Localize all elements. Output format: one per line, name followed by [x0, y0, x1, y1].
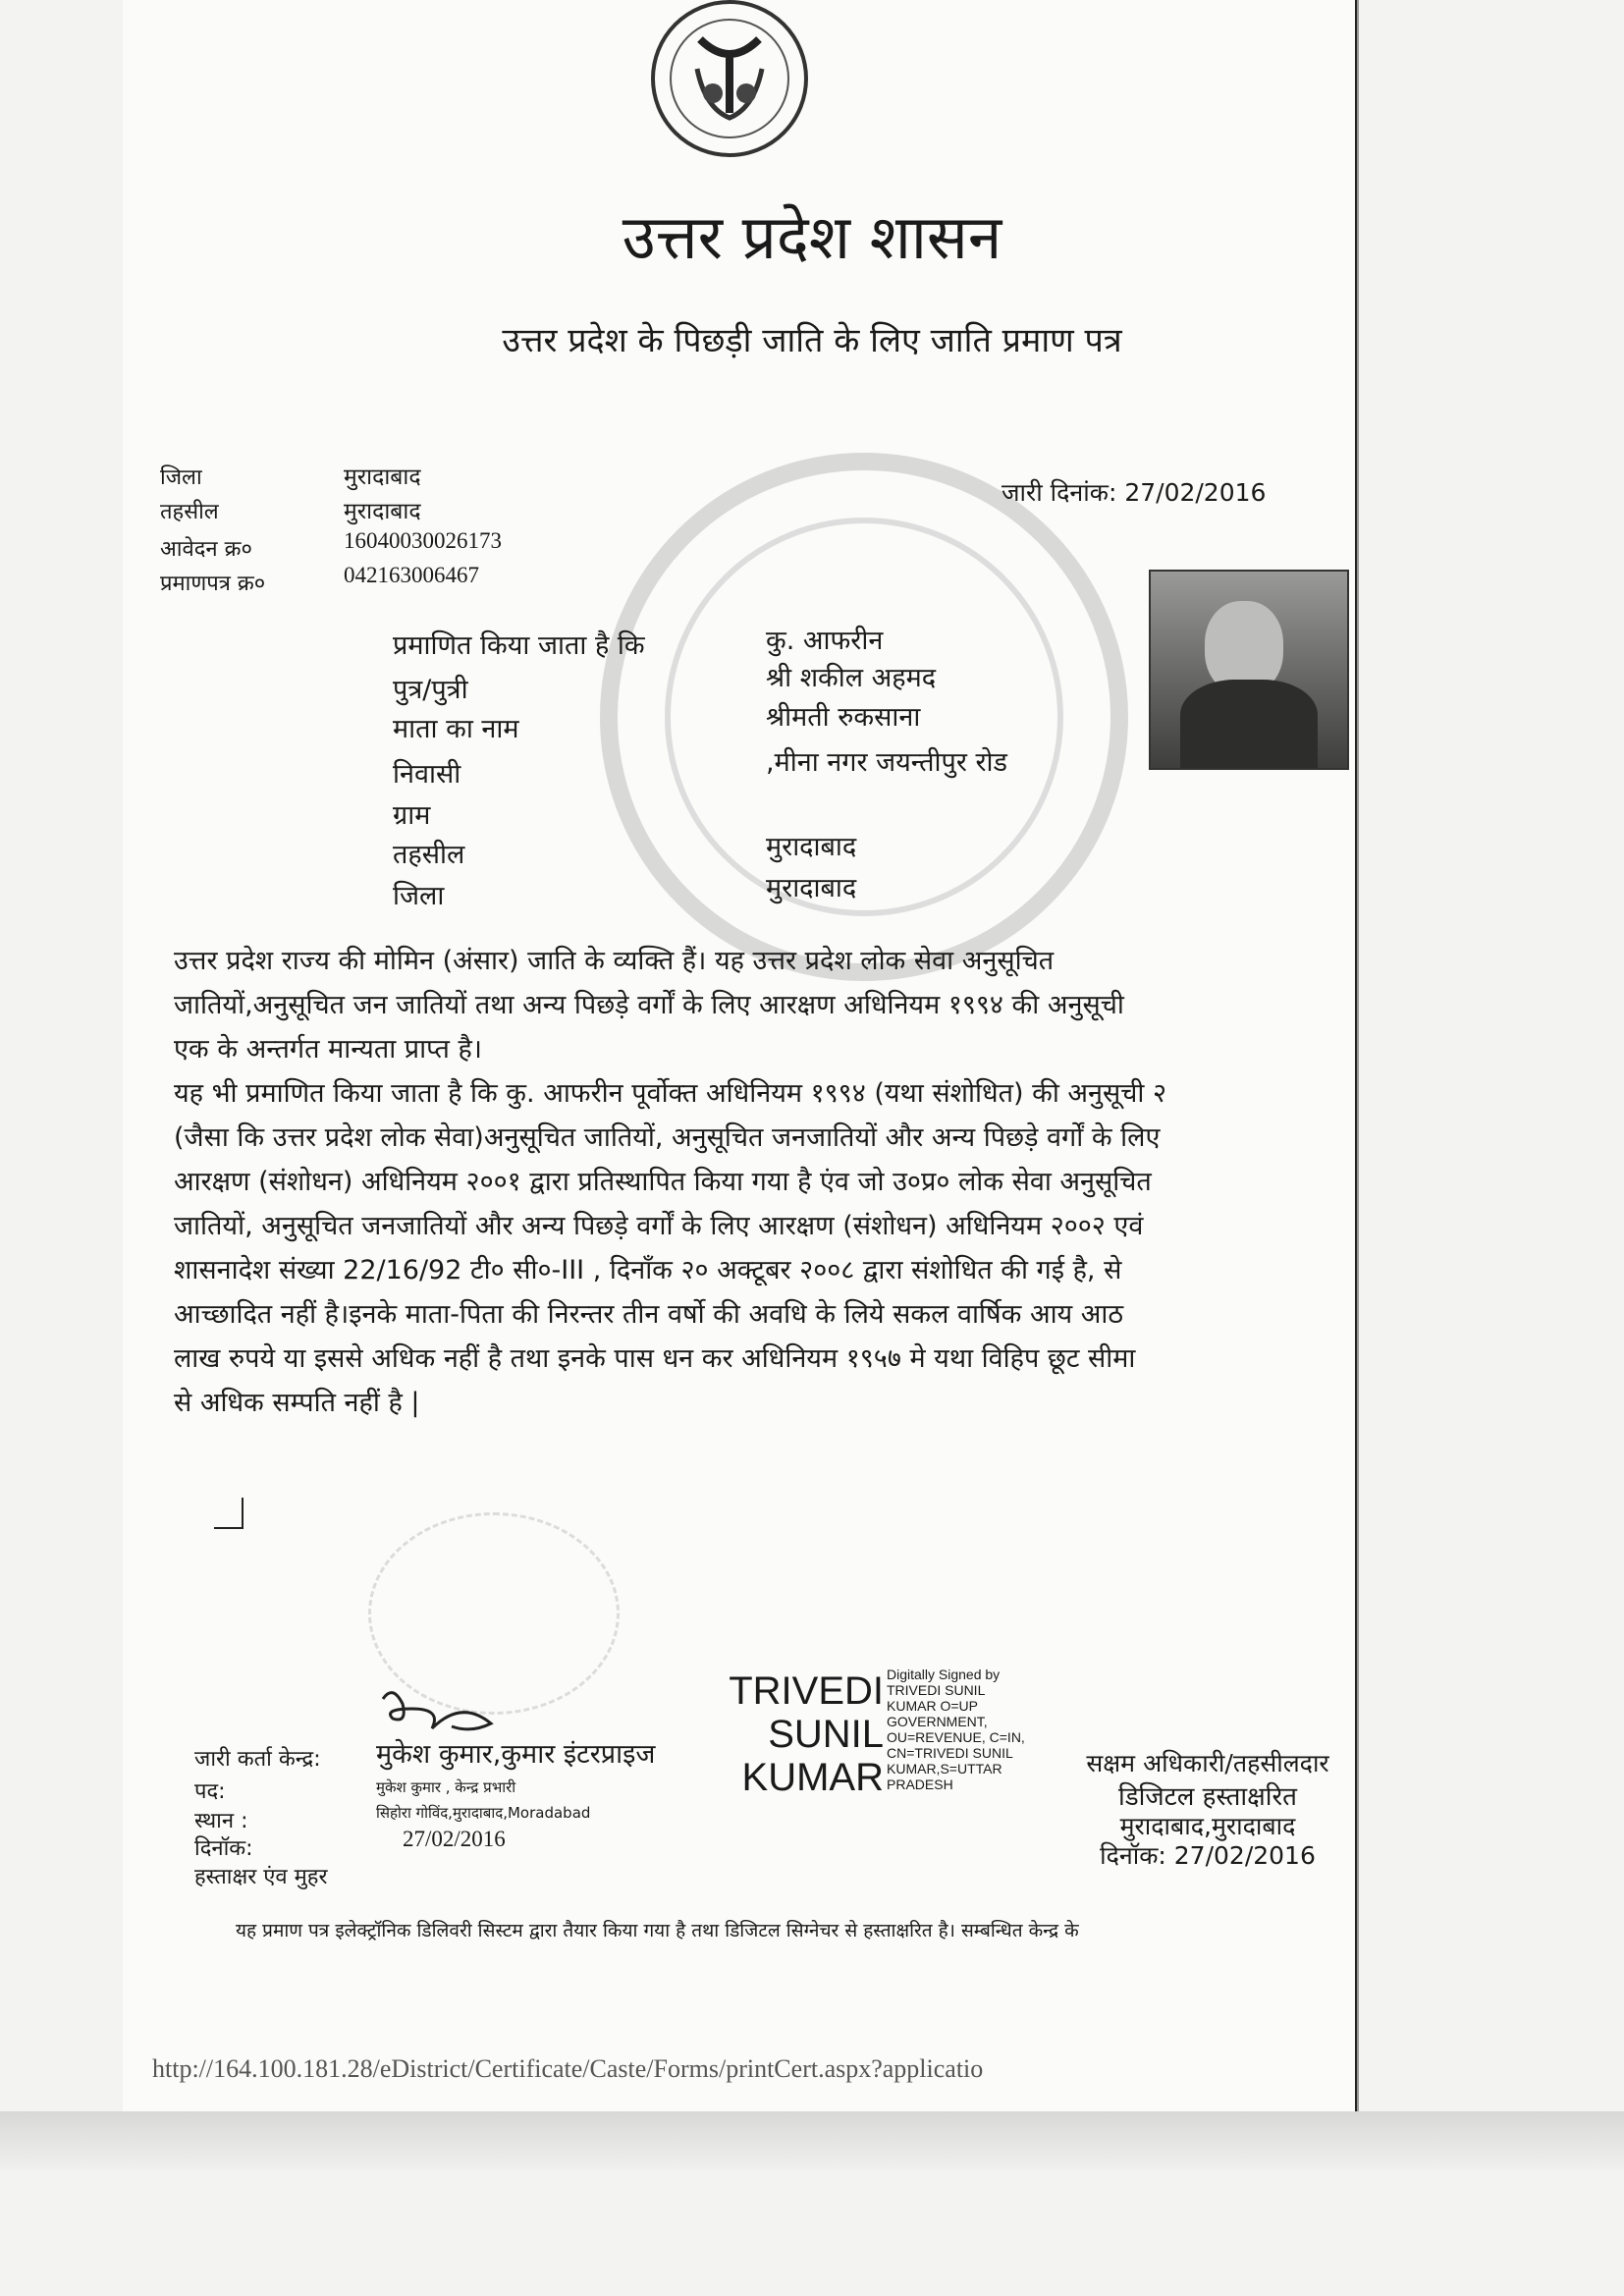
certificate-no-value: 042163006467	[344, 563, 479, 587]
sig-detail: KUMAR,S=UTTAR	[887, 1761, 1002, 1777]
certified-name: कु. आफरीन	[766, 626, 884, 656]
issuer-place-label: स्थान :	[194, 1809, 248, 1833]
body-line: जातियों,अनुसूचित जन जातियों तथा अन्य पिछड़े वर्गों के लिए आरक्षण अधिनियम १९९४ की अनुसूची	[174, 990, 1124, 1020]
authority-digital: डिजिटल हस्ताक्षरित	[1118, 1782, 1297, 1812]
sig-detail: KUMAR O=UP	[887, 1698, 978, 1714]
son-daughter-label: पुत्र/पुत्री	[393, 675, 468, 705]
certificate-no-label: प्रमाणपत्र क्र०	[160, 572, 266, 596]
sig-detail: Digitally Signed by	[887, 1667, 1001, 1682]
sig-detail: GOVERNMENT,	[887, 1714, 988, 1729]
issue-date: जारी दिनांक: 27/02/2016	[1001, 478, 1267, 507]
applicant-photo	[1149, 570, 1349, 770]
certificate-body	[174, 939, 1352, 1425]
up-government-emblem	[646, 0, 813, 167]
issuer-post-value: मुकेश कुमार , केन्द्र प्रभारी	[376, 1778, 516, 1796]
issuer-place-value: सिहोरा गोविंद,मुरादाबाद,Moradabad	[376, 1804, 591, 1822]
body-line: आच्छादित नहीं है।इनके माता-पिता की निरन्तर तीन वर्षो की अवधि के लिये सकल वार्षिक आय आठ	[174, 1299, 1124, 1330]
mother-label: माता का नाम	[393, 714, 519, 744]
body-line: आरक्षण (संशोधन) अधिनियम २००१ द्वारा प्रतिस्थापित किया गया है एंव जो उ०प्र० लोक सेवा अनुसूचित	[174, 1167, 1152, 1197]
print-url: http://164.100.181.28/eDistrict/Certificate/Caste/Forms/printCert.aspx?applicatio	[152, 2054, 984, 2083]
application-no-label: आवेदन क्र०	[160, 537, 252, 562]
body-line: जातियों, अनुसूचित जनजातियों और अन्य पिछड़े वर्गों के लिए आरक्षण (संशोधन) अधिनियम २००२ एवं	[174, 1211, 1144, 1241]
resident-value: ,मीना नगर जयन्तीपुर रोड	[766, 747, 1007, 778]
field-district-value: मुरादाबाद	[766, 873, 857, 903]
sig-detail: PRADESH	[887, 1777, 953, 1792]
tehsil-value: मुरादाबाद	[344, 499, 421, 524]
father-name: श्री शकील अहमद	[766, 663, 937, 693]
field-tehsil-value: मुरादाबाद	[766, 832, 857, 862]
village-label: ग्राम	[393, 800, 431, 831]
field-tehsil-label: तहसील	[393, 840, 465, 870]
body-line: एक के अन्तर्गत मान्यता प्राप्त है।	[174, 1034, 483, 1065]
authority-place: मुरादाबाद,मुरादाबाद	[1119, 1812, 1296, 1840]
issuer-date-label: दिनॉक:	[194, 1836, 253, 1861]
digital-signer-name-1: TRIVEDI	[729, 1669, 884, 1713]
sig-detail: OU=REVENUE, C=IN,	[887, 1729, 1025, 1745]
tehsil-label: तहसील	[160, 500, 219, 524]
body-line: शासनादेश संख्या 22/16/92 टी० सी०-III , दिनाँक २० अक्टूबर २००८ द्वारा संशोधित की गई है, से	[174, 1255, 1122, 1285]
issuer-sign-label: हस्ताक्षर एंव मुहर	[194, 1865, 328, 1889]
certificate-subtitle: उत्तर प्रदेश के पिछड़ी जाति के लिए जाति प्रमाण पत्र	[502, 321, 1122, 360]
body-line: उत्तर प्रदेश राज्य की मोमिन (अंसार) जाति के व्यक्ति हैं। यह उत्तर प्रदेश लोक सेवा अनुसूचित	[174, 946, 1055, 976]
district-value: मुरादाबाद	[344, 465, 421, 490]
application-no-value: 16040030026173	[344, 528, 502, 553]
body-line: (जैसा कि उत्तर प्रदेश लोक सेवा)अनुसूचित जातियों, अनुसूचित जनजातियों और अन्य पिछड़े वर्गों के लिए	[174, 1122, 1161, 1153]
field-district-label: जिला	[393, 881, 445, 911]
issuer-post-label: पद:	[194, 1779, 226, 1804]
authority-date: दिनॉक: 27/02/2016	[1100, 1841, 1316, 1870]
authority-title: सक्षम अधिकारी/तहसीलदार	[1086, 1749, 1329, 1777]
issuer-center-value: मुकेश कुमार,कुमार इंटरप्राइज	[376, 1739, 656, 1770]
corner-mark	[214, 1498, 244, 1529]
body-line: से अधिक सम्पति नहीं है |	[174, 1388, 420, 1418]
mother-name: श्रीमती रुकसाना	[766, 702, 921, 733]
issuer-date-value: 27/02/2016	[403, 1827, 506, 1851]
certified-label: प्रमाणित किया जाता है कि	[393, 630, 645, 661]
digital-signer-name-2: SUNIL	[768, 1713, 884, 1756]
sig-detail: TRIVEDI SUNIL	[887, 1682, 986, 1698]
issuer-center-label: जारी कर्ता केन्द्र:	[194, 1747, 321, 1772]
resident-label: निवासी	[393, 759, 461, 790]
district-label: जिला	[160, 465, 202, 490]
page-title: उत्तर प्रदेश शासन	[622, 201, 1002, 273]
footer-note: यह प्रमाण पत्र इलेक्ट्रॉनिक डिलिवरी सिस्टम द्वारा तैयार किया गया है तथा डिजिटल सिग्नेचर से हस्ताक्षरित है। सम्बन्धित केन्द्र के	[236, 1920, 1079, 1941]
digital-signer-name-3: KUMAR	[741, 1756, 884, 1799]
digital-signature-details	[887, 1667, 1025, 1792]
sig-detail: CN=TRIVEDI SUNIL	[887, 1745, 1013, 1761]
scan-shadow	[0, 2111, 1624, 2170]
body-line: यह भी प्रमाणित किया जाता है कि कु. आफरीन पूर्वोक्त अधिनियम १९९४ (यथा संशोधित) की अनुसूची २	[174, 1078, 1167, 1109]
body-line: लाख रुपये या इससे अधिक नहीं है तथा इनके पास धन कर अधिनियम १९५७ मे यथा विहिप छूट सीमा	[174, 1343, 1136, 1374]
